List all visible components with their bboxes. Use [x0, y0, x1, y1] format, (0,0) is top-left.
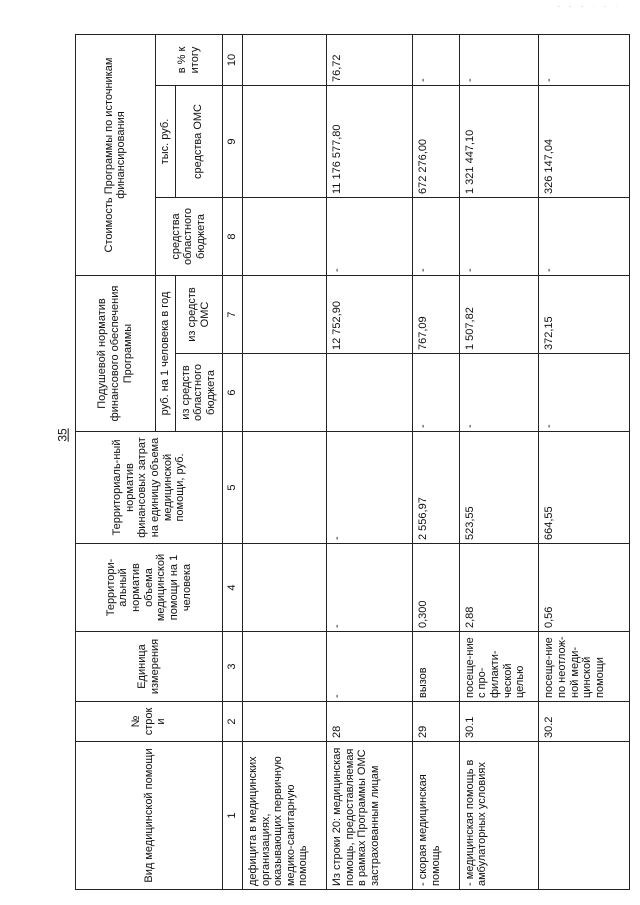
- row-vol: 0,300: [413, 544, 459, 632]
- row-name: дефицита в медицинских организациях, оказывающих первичную медико-санитарную помощь: [242, 742, 326, 890]
- col-number: 10: [223, 35, 243, 86]
- row-unit: -: [326, 632, 412, 702]
- row-vol: 2,88: [459, 544, 539, 632]
- row-pct: 76,72: [326, 35, 412, 86]
- row-pct: [242, 35, 326, 86]
- rotated-table-wrapper: [75, 35, 630, 890]
- row-cost: 2 556,97: [413, 432, 459, 544]
- row-no: 30.2: [539, 702, 630, 742]
- row-cost: [242, 432, 326, 544]
- row-unit: [242, 632, 326, 702]
- row-oms-funds: 1 321 447,10: [459, 86, 539, 198]
- col-number: 2: [223, 702, 243, 742]
- header-cost-norm: Территориаль-ный норматив финансовых затрат на единицу объема медицинской помощи, руб.: [76, 432, 223, 544]
- row-oms-funds: 326 147,04: [539, 86, 630, 198]
- col-number: 5: [223, 432, 243, 544]
- row-oms: 12 752,90: [326, 276, 412, 354]
- col-number: 3: [223, 632, 243, 702]
- row-oms-funds: [242, 86, 326, 198]
- header-cost-unit: тыс. руб.: [155, 86, 175, 198]
- scan-marks: - - - · - ·: [557, 4, 622, 10]
- row-oms-funds: 11 176 577,80: [326, 86, 412, 198]
- col-number: 1: [223, 742, 243, 890]
- header-per-capita: Подушевой норматив финансового обеспечения Программы: [76, 276, 156, 432]
- header-percent: в % к итогу: [155, 35, 222, 86]
- row-reg: [242, 354, 326, 432]
- row-name: Из строки 20: медицинская помощь, предоставляемая в рамках Программы ОМС застрахованным лицам: [326, 742, 412, 890]
- col-number: 9: [223, 86, 243, 198]
- row-reg: [326, 354, 412, 432]
- header-program-cost: Стоимость Программы по источникам финансирования: [76, 35, 156, 276]
- row-name: - медицинская помощь в амбулаторных условиях: [459, 742, 539, 890]
- header-regional-funds: средства областного бюджета: [155, 198, 222, 276]
- row-reg: -: [413, 354, 459, 432]
- row-pct: -: [459, 35, 539, 86]
- header-oms-funds: средства ОМС: [175, 86, 222, 198]
- header-regional: из средств областного бюджета: [175, 354, 222, 432]
- row-unit: посеще-ние по неотлож-ной меди-цинской помощи: [539, 632, 630, 702]
- row-oms: 1 507,82: [459, 276, 539, 354]
- row-oms: [242, 276, 326, 354]
- program-cost-table: [75, 34, 630, 890]
- col-number: 8: [223, 198, 243, 276]
- row-pct: -: [413, 35, 459, 86]
- row-reg: -: [459, 354, 539, 432]
- table-row: [242, 35, 326, 890]
- table-row: [539, 35, 630, 890]
- row-reg-funds: -: [413, 198, 459, 276]
- row-reg-funds: -: [539, 198, 630, 276]
- col-number: 4: [223, 544, 243, 632]
- row-oms-funds: 672 276,00: [413, 86, 459, 198]
- header-oms: из средств ОМС: [175, 276, 222, 354]
- row-unit: вызов: [413, 632, 459, 702]
- row-pct: -: [539, 35, 630, 86]
- header-volume-norm: Территори-альный норматив объема медицинской помощи на 1 человека: [76, 544, 223, 632]
- row-vol: 0,56: [539, 544, 630, 632]
- header-per-capita-unit: руб. на 1 человека в год: [155, 276, 175, 432]
- row-unit: посеще-ние с про-филакти-ческой целью: [459, 632, 539, 702]
- table-row: [459, 35, 539, 890]
- header-row-1: [76, 35, 156, 890]
- row-reg: -: [539, 354, 630, 432]
- row-vol: -: [326, 544, 412, 632]
- column-number-row: [223, 35, 243, 890]
- header-row-no: № строки: [76, 702, 223, 742]
- row-oms: 767,09: [413, 276, 459, 354]
- row-vol: [242, 544, 326, 632]
- row-cost: -: [326, 432, 412, 544]
- row-oms: 372,15: [539, 276, 630, 354]
- row-no: 28: [326, 702, 412, 742]
- row-name: [539, 742, 630, 890]
- row-name: - скорая медицинская помощь: [413, 742, 459, 890]
- row-reg-funds: -: [326, 198, 412, 276]
- row-reg-funds: -: [459, 198, 539, 276]
- row-cost: 664,55: [539, 432, 630, 544]
- table-row: [326, 35, 412, 890]
- row-no: 30.1: [459, 702, 539, 742]
- row-cost: 523,55: [459, 432, 539, 544]
- header-kind: Вид медицинской помощи: [76, 742, 223, 890]
- header-unit: Единица измерения: [76, 632, 223, 702]
- row-no: [242, 702, 326, 742]
- row-no: 29: [413, 702, 459, 742]
- page-number: 35: [55, 428, 70, 442]
- col-number: 6: [223, 354, 243, 432]
- col-number: 7: [223, 276, 243, 354]
- row-reg-funds: [242, 198, 326, 276]
- table-row: [413, 35, 459, 890]
